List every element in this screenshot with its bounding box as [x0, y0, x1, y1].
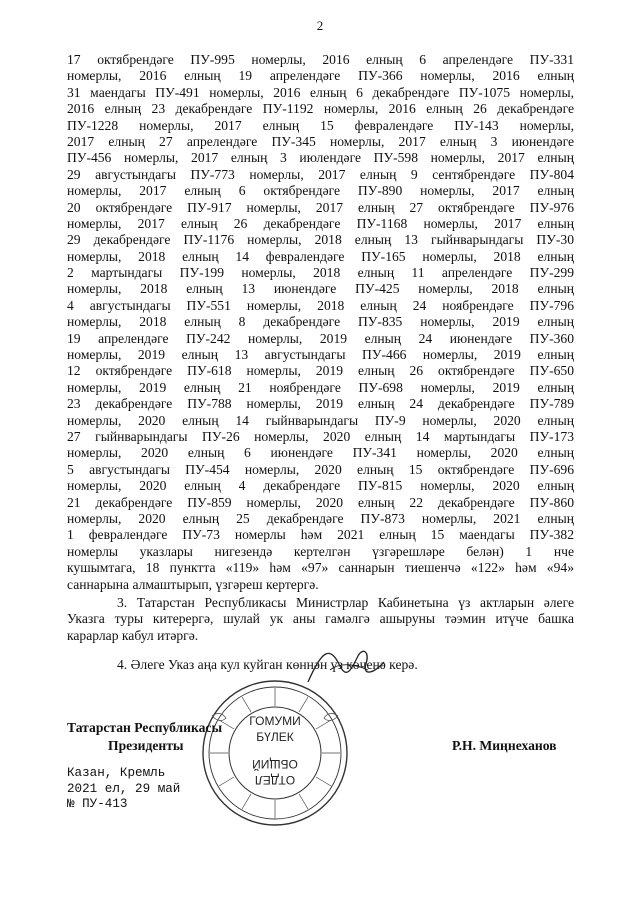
text-line: карарлар кабул итәргә. — [67, 627, 199, 643]
text-line: номерлы, 2019 елның 13 августындагы ПУ-466 номерлы, 2019 елның — [67, 347, 574, 363]
signature-name: Р.Н. Миңнеханов — [452, 738, 557, 753]
text-line: номерлы, 2020 елның 25 декабрендәге ПУ-873 номерлы, 2021 елның — [67, 510, 574, 526]
text-line: Указга туры китерергә, шулай ук аны гамәлгә ашыруны тәэмин итүче башка — [67, 611, 574, 627]
text-line: 20 октябрендәге ПУ-917 номерлы, 2017 елның 27 октябрендәге ПУ-976 — [67, 199, 574, 215]
stamp-text-otdel: ОТДЕЛ — [254, 773, 296, 787]
text-line: 27 гыйнварындагы ПУ-26 номерлы, 2020 елның 14 мартындагы ПУ-173 — [67, 428, 574, 444]
text-line: ПУ-456 номерлы, 2017 елның 3 июлендәге ПУ-598 номерлы, 2017 елның — [67, 150, 574, 166]
text-line: номерлы, 2017 елның 6 октябрендәге ПУ-890 номерлы, 2017 елның — [67, 183, 574, 199]
page-number: 2 — [316, 18, 324, 33]
text-line: 29 декабрендәге ПУ-1176 номерлы, 2018 елның 13 гыйнварындагы ПУ-30 — [67, 232, 574, 248]
text-line: номерлы, 2017 елның 26 декабрендәге ПУ-1168 номерлы, 2017 елның — [67, 215, 574, 231]
text-line: кушымтага, 18 пунктта «119» һәм «97» саннарын тиешенчә «122» һәм «94» — [67, 560, 574, 576]
text-line: номерлы указлары нигезендә кертелгән үзгәрешләре белән) 1 нче — [67, 543, 574, 559]
footer-number: № ПУ-413 — [67, 797, 128, 811]
text-line: номерлы, 2018 елның 13 июнендәге ПУ-425 номерлы, 2018 елның — [67, 281, 574, 297]
text-line: номерлы, 2020 елның 4 декабрендәге ПУ-815 номерлы, 2020 елның — [67, 478, 574, 494]
text-line: 5 августындагы ПУ-454 номерлы, 2020 елның 15 октябрендәге ПУ-696 — [67, 461, 574, 477]
footer-date: 2021 ел, 29 май — [67, 781, 181, 796]
paragraph-3 — [67, 595, 574, 644]
text-line: 23 декабрендәге ПУ-788 номерлы, 2019 елның 24 декабрендәге ПУ-789 — [67, 396, 574, 412]
text-line: номерлы, 2020 елның 14 гыйнварындагы ПУ-9 номерлы, 2020 елның — [67, 412, 574, 428]
text-line: 2 мартындагы ПУ-199 номерлы, 2018 елның 11 апрелендәге ПУ-299 — [67, 265, 574, 281]
text-line: 1 февралендәге ПУ-73 номерлы һәм 2021 елның 15 маендагы ПУ-382 — [67, 527, 574, 543]
document-footer — [67, 766, 180, 813]
text-line: номерлы, 2018 елның 14 февралендәге ПУ-165 номерлы, 2018 елның — [67, 248, 574, 264]
stamp-text-gomumi: ГОМУМИ — [249, 714, 301, 728]
text-line: 19 апрелендәге ПУ-242 номерлы, 2019 елның 24 июнендәге ПУ-360 — [67, 330, 574, 346]
text-line: номерлы, 2019 елның 21 ноябрендәге ПУ-698 номерлы, 2019 елның — [67, 379, 574, 395]
stamp-text-bulek: БҮЛЕК — [256, 730, 294, 744]
text-line: саннарына алмаштырып, үзгәреш кертергә. — [67, 576, 319, 592]
paragraph-4-text: 4. Әлеге Указ аңа кул куйган көннән үз көченә керә. — [117, 657, 418, 672]
footer-place: Казан, Кремль — [67, 766, 166, 780]
text-line: 17 октябрендәге ПУ-995 номерлы, 2016 елның 6 апрелендәге ПУ-331 — [67, 52, 574, 67]
stamp-text-obshchiy: ОБЩИЙ — [252, 757, 298, 771]
text-line: 2017 елның 27 апрелендәге ПУ-345 номерлы, 2017 елның 3 июнендәге — [67, 133, 574, 149]
text-line: 2016 елның 23 декабрендәге ПУ-1192 номерлы, 2016 елның 26 декабрендәге — [67, 101, 574, 117]
signature-title-line2: Президенты — [108, 738, 184, 753]
handwritten-signature — [300, 640, 390, 690]
text-line: 4 августындагы ПУ-551 номерлы, 2018 елның 24 ноябрендәге ПУ-796 — [67, 297, 574, 313]
text-line: 31 маендагы ПУ-491 номерлы, 2016 елның 6 декабрендәге ПУ-1075 номерлы, — [67, 84, 574, 100]
main-paragraph — [67, 52, 574, 593]
text-line: 21 декабрендәге ПУ-859 номерлы, 2020 елның 22 декабрендәге ПУ-860 — [67, 494, 574, 510]
text-line: номерлы, 2018 елның 8 декабрендәге ПУ-835 номерлы, 2019 елның — [67, 314, 574, 330]
signature-title-line1: Татарстан Республикасы — [67, 720, 223, 735]
text-line: ПУ-1228 номерлы, 2017 елның 15 февралендәге ПУ-143 номерлы, — [67, 117, 574, 133]
text-line: номерлы, 2020 елның 6 июнендәге ПУ-341 номерлы, 2020 елның — [67, 445, 574, 461]
text-line: 3. Татарстан Республикасы Министрлар Кабинетына үз актларын әлеге — [117, 595, 574, 610]
text-line: номерлы, 2016 елның 19 апрелендәге ПУ-366 номерлы, 2016 елның — [67, 68, 574, 84]
text-line: 29 августындагы ПУ-773 номерлы, 2017 елның 9 сентябрендәге ПУ-804 — [67, 166, 574, 182]
text-line: 12 октябрендәге ПУ-618 номерлы, 2019 елның 26 октябрендәге ПУ-650 — [67, 363, 574, 379]
official-stamp-seal — [200, 678, 350, 828]
